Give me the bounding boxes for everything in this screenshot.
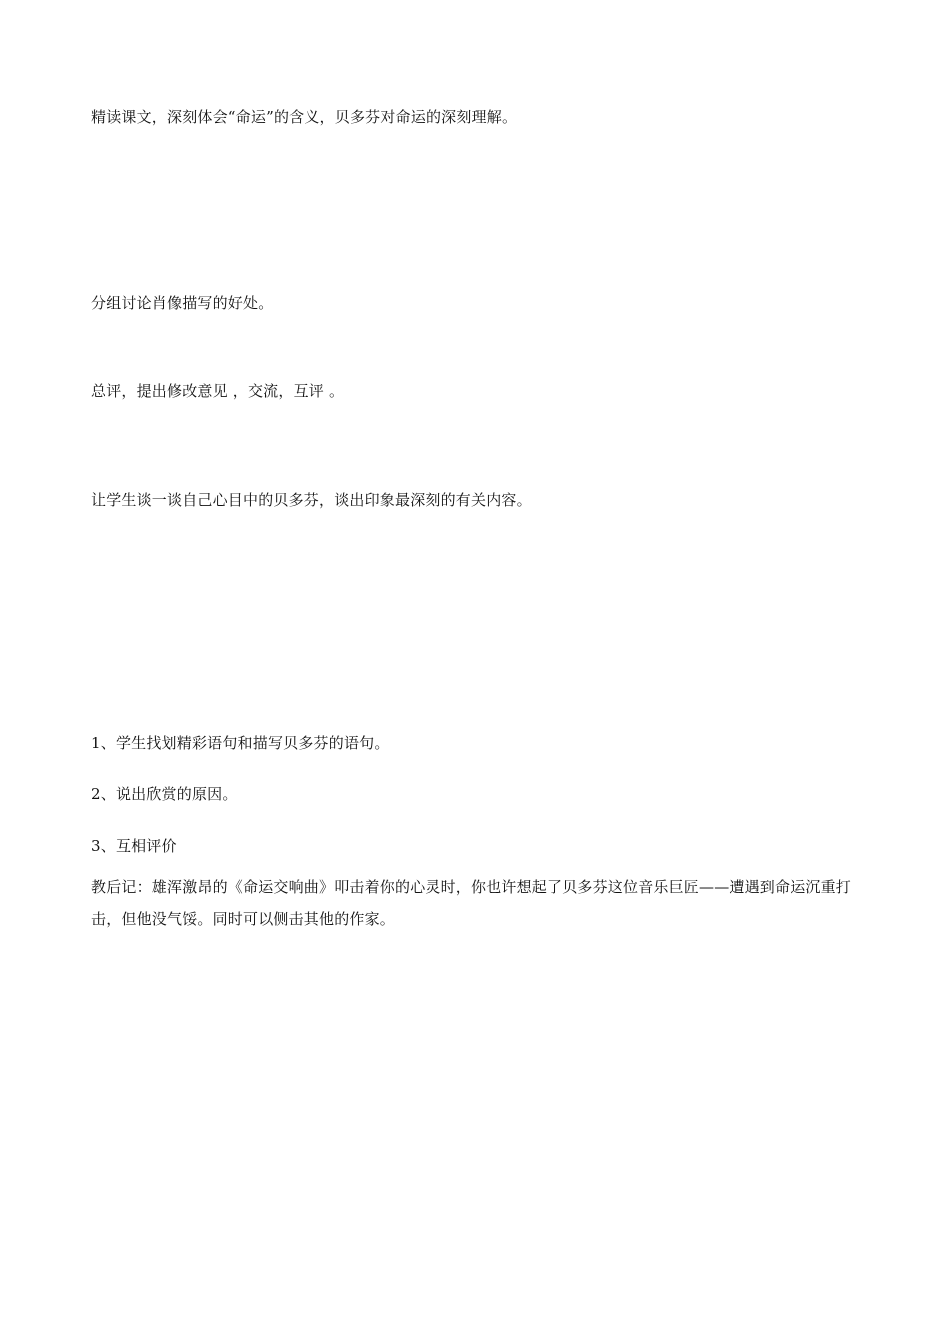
paragraph-portrait-discussion: 分组讨论肖像描写的好处。 — [91, 294, 274, 312]
paragraph-peer-review: 总评，提出修改意见 ，交流，互评 。 — [91, 382, 345, 400]
list-item-find-sentences: 1、学生找划精彩语句和描写贝多芬的语句。 — [91, 734, 390, 752]
paragraph-fate-reading: 精读课文，深刻体会“命运”的含义，贝多芬对命运的深刻理解。 — [91, 108, 518, 126]
postscript-paragraph: 教后记：雄浑激昂的《命运交响曲》叩击着你的心灵时，你也许想起了贝多芬这位音乐巨匠——遭遇到命运沉重打击，但他没气馁。同时可以侧击其他的作家。 — [91, 878, 852, 928]
list-item-peer-evaluation: 3、互相评价 — [91, 837, 177, 855]
list-item-explain-reason: 2、说出欣赏的原因。 — [91, 785, 238, 803]
paragraph-student-talk: 让学生谈一谈自己心目中的贝多芬，谈出印象最深刻的有关内容。 — [91, 491, 532, 509]
